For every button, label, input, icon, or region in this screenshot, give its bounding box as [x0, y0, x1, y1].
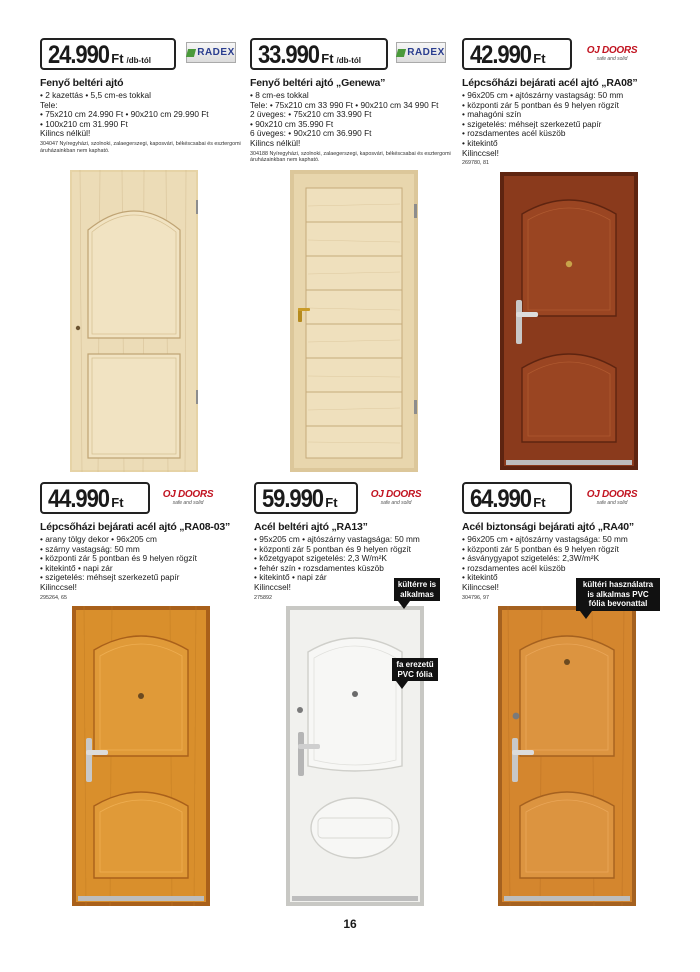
page-number: 16 [343, 917, 357, 931]
radex-logo: RADEX [396, 42, 446, 63]
door-image-ra08-03 [72, 606, 210, 906]
product-specs [250, 91, 460, 149]
door-image-ra40 [498, 606, 636, 906]
product-genewa [250, 38, 460, 164]
product-code: 275892 [254, 594, 272, 601]
product-code: 304047 Nyíregyházi, szolnoki, zalaegerszegi, kaposvári, békéscsabai és esztergomi áruházainkban nem kapható. [40, 140, 241, 154]
spec-line: • központi zár 5 pontban és 9 helyen rögzít [462, 99, 619, 110]
spec-line: • központi zár 5 pontban és 9 helyen rögzít [254, 543, 411, 554]
product-title: Fenyő beltéri ajtó [40, 77, 124, 89]
product-ra08-03 [40, 482, 250, 601]
spec-line: • ásványgyapot szigetelés: 2,3W/m²K [462, 553, 600, 564]
door-image-ra13 [286, 606, 424, 906]
spec-line: Kilinccsel! [254, 581, 291, 592]
oj-doors-logo: OJ DOORS safe and solid [162, 488, 214, 506]
spec-line: • szigetelés: méhsejt szerkezetű papír [462, 118, 602, 129]
product-specs [462, 91, 672, 158]
spec-line: • 96x205 cm • ajtószárny vastagság: 50 mm [462, 90, 624, 100]
price-tag [250, 38, 388, 70]
product-code: 304796, 97 [462, 594, 489, 601]
product-title: Fenyő beltéri ajtó „Genewa” [250, 77, 386, 89]
price-tag [254, 482, 358, 514]
price-unit: /db-tól [336, 56, 361, 65]
spec-line: • szigetelés: méhsejt szerkezetű papír [40, 572, 180, 583]
callout-pvc-coating: kültéri használatra is alkalmas PVC fólia bevonattal [576, 578, 660, 611]
spec-line: • 100x210 cm 31.990 Ft [40, 118, 128, 129]
price-value: 64.990 [470, 485, 531, 513]
spec-line: • arany tölgy dekor • 96x205 cm [40, 534, 157, 544]
price-value: 42.990 [470, 41, 531, 69]
price-value: 59.990 [262, 485, 323, 513]
product-code: 295264, 65 [40, 594, 67, 601]
spec-line: • kitekintő • napi zár [40, 562, 113, 573]
oj-doors-logo: OJ DOORS safe and solid [586, 488, 638, 506]
price-tag [462, 38, 572, 70]
price-currency: Ft [111, 51, 124, 66]
product-title: Acél beltéri ajtó „RA13” [254, 521, 368, 533]
spec-line: • 2 kazettás • 5,5 cm-es tokkal [40, 90, 151, 100]
callout-wood-grain-pvc: fa erezetű PVC fólia [392, 658, 438, 681]
price-currency: Ft [321, 51, 334, 66]
price-currency: Ft [533, 495, 546, 510]
price-currency: Ft [533, 51, 546, 66]
price-currency: Ft [325, 495, 338, 510]
product-fenyo-beltéri [40, 38, 250, 155]
door-image-ra08 [500, 172, 638, 470]
price-tag [40, 38, 176, 70]
radex-mark-icon [186, 49, 196, 57]
spec-line: • rozsdamentes acél küszöb [462, 128, 566, 139]
product-title: Acél biztonsági bejárati ajtó „RA40” [462, 521, 634, 533]
radex-logo: RADEX [186, 42, 236, 63]
price-value: 44.990 [48, 485, 109, 513]
door-image-pine-panel [70, 170, 198, 472]
spec-line: • szárny vastagság: 50 mm [40, 543, 140, 554]
price-unit: /db-tól [126, 56, 151, 65]
product-code: 269780, 81 [462, 160, 489, 167]
price-tag [40, 482, 150, 514]
spec-line: • mahagóni szín [462, 109, 522, 120]
radex-mark-icon [396, 49, 406, 57]
product-title: Lépcsőházi bejárati acél ajtó „RA08” [462, 77, 638, 89]
spec-line: • 8 cm-es tokkal [250, 90, 309, 100]
spec-line: • 96x205 cm • ajtószárny vastagsága: 50 mm [462, 534, 628, 544]
product-ra08 [462, 38, 672, 167]
spec-line: • kitekintő [462, 572, 498, 583]
door-image-genewa [290, 170, 418, 472]
spec-line: Kilinccsel! [462, 147, 499, 158]
product-specs [40, 535, 250, 593]
product-code: 304188 Nyíregyházi, szolnoki, zalaegerszegi, kaposvári, békéscsabai és esztergomi áruházainkban nem kapható. [250, 150, 451, 164]
spec-line: • központi zár 5 pontban és 9 helyen rögzít [462, 543, 619, 554]
oj-doors-logo: OJ DOORS safe and solid [586, 44, 638, 62]
spec-line: Kilincs nélkül! [250, 137, 301, 148]
oj-doors-logo: OJ DOORS safe and solid [370, 488, 422, 506]
spec-line: Kilinccsel! [462, 581, 499, 592]
spec-line: 2 üveges: • 75x210 cm 33.990 Ft [250, 109, 372, 120]
spec-line: • fehér szín • rozsdamentes küszöb [254, 562, 384, 573]
spec-line: 6 üveges: • 90x210 cm 36.990 Ft [250, 128, 372, 139]
spec-line: • 75x210 cm 24.990 Ft • 90x210 cm 29.990 Ft [40, 109, 209, 120]
callout-outdoor: kültérre is alkalmas [394, 578, 440, 601]
spec-line: • kőzetgyapot szigetelés: 2,3 W/m²K [254, 553, 387, 564]
spec-line: • kitekintő • napi zár [254, 572, 327, 583]
spec-line: • központi zár 5 pontban és 9 helyen rögzít [40, 553, 197, 564]
spec-line: • 95x205 cm • ajtószárny vastagsága: 50 mm [254, 534, 420, 544]
spec-line: Kilincs nélkül! [40, 128, 91, 139]
price-value: 33.990 [258, 41, 319, 69]
spec-line: Kilinccsel! [40, 581, 77, 592]
product-specs [40, 91, 250, 139]
spec-line: • 90x210 cm 35.990 Ft [250, 118, 334, 129]
price-tag [462, 482, 572, 514]
product-title: Lépcsőházi bejárati acél ajtó „RA08-03” [40, 521, 231, 533]
spec-line: • kitekintő [462, 137, 498, 148]
price-currency: Ft [111, 495, 124, 510]
spec-line: • rozsdamentes acél küszöb [462, 562, 566, 573]
spec-line: Tele: [40, 99, 58, 110]
price-value: 24.990 [48, 41, 109, 69]
spec-line: Tele: • 75x210 cm 33 990 Ft • 90x210 cm 34 990 Ft [250, 99, 439, 110]
